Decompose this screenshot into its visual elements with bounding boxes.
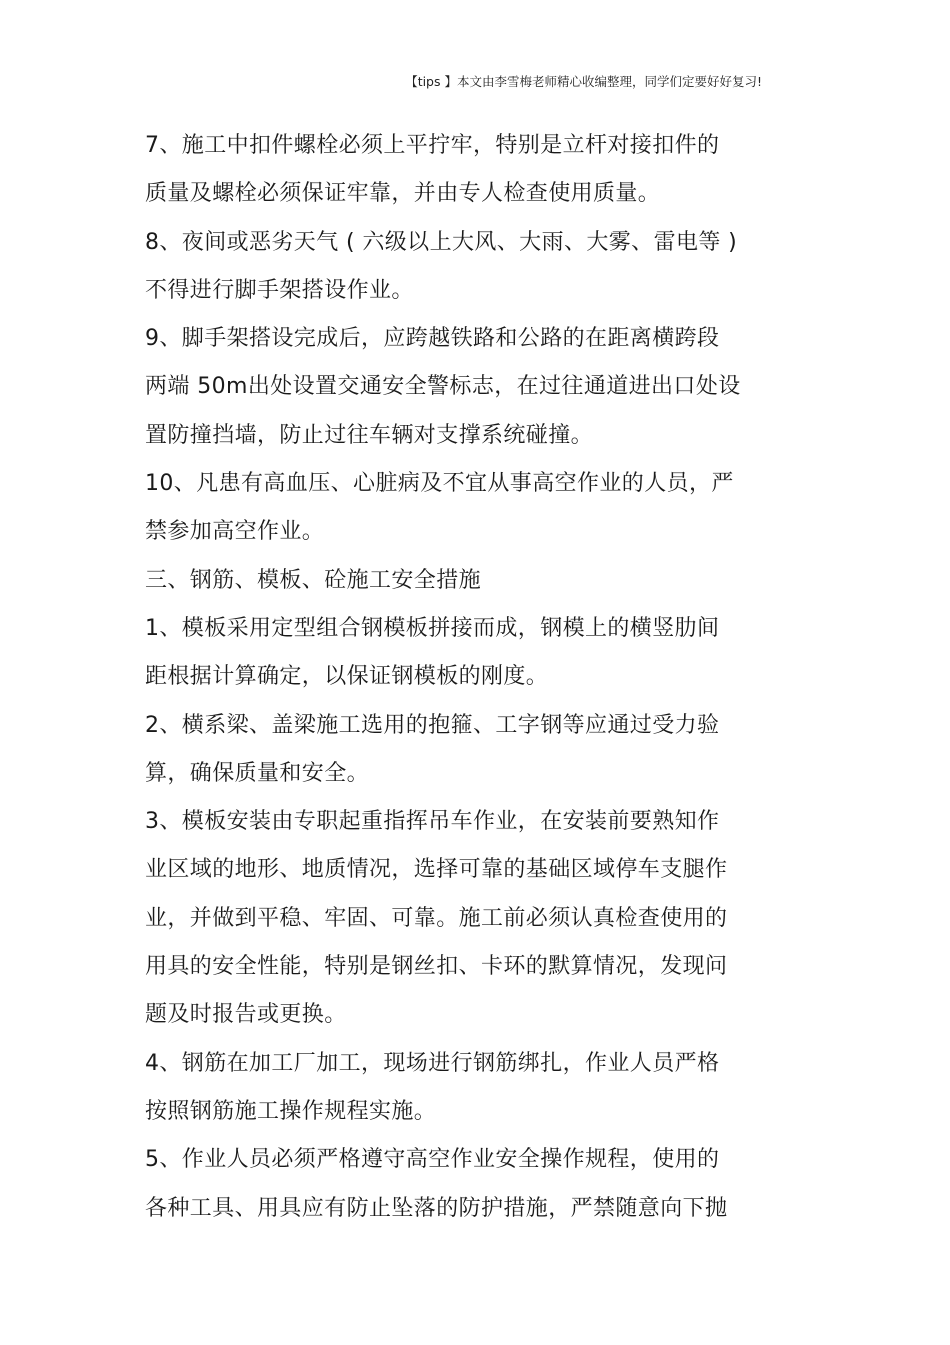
text-line: 算，确保质量和安全。 (145, 760, 370, 786)
text-line: 3、模板安装由专职起重指挥吊车作业，在安装前要熟知作 (145, 809, 720, 835)
text-line: 各种工具、用具应有防止坠落的防护措施，严禁随意向下抛 (145, 1195, 728, 1221)
text-line: 1、模板采用定型组合钢模板拼接而成，钢模上的横竖肋间 (145, 615, 720, 641)
text-line: 4、钢筋在加工厂加工，现场进行钢筋绑扎，作业人员严格 (145, 1050, 720, 1076)
text-line: 7、施工中扣件螺栓必须上平拧牢，特别是立杆对接扣件的 (145, 133, 720, 158)
text-line: 业，并做到平稳、牢固、可靠。施工前必须认真检查使用的 (145, 905, 728, 931)
text-line: 业区域的地形、地质情况，选择可靠的基础区域停车支腿作 (145, 857, 728, 883)
header-tip-note: 【tips 】本文由李雪梅老师精心收编整理，同学们定要好好复习! (405, 74, 762, 89)
text-line: 2、横系梁、盖梁施工选用的抱箍、工字钢等应通过受力验 (145, 712, 720, 738)
text-line: 两端 50m出处设置交通安全警标志，在过往通道进出口处设 (145, 374, 741, 400)
text-line: 距根据计算确定，以保证钢模板的刚度。 (145, 664, 549, 690)
text-line: 按照钢筋施工操作规程实施。 (145, 1098, 437, 1124)
text-line: 质量及螺栓必须保证牢靠，并由专人检查使用质量。 (145, 181, 661, 207)
section-heading: 三、钢筋、模板、砼施工安全措施 (145, 567, 482, 593)
text-line: 禁参加高空作业。 (145, 519, 325, 545)
text-line: 9、脚手架搭设完成后，应跨越铁路和公路的在距离横跨段 (145, 326, 720, 352)
text-line: 8、夜间或恶劣天气 ( 六级以上大风、大雨、大雾、雷电等 ) (145, 229, 738, 255)
text-line: 5、作业人员必须严格遵守高空作业安全操作规程，使用的 (145, 1147, 720, 1173)
text-line: 10、凡患有高血压、心脏病及不宜从事高空作业的人员，严 (145, 471, 734, 497)
text-line: 题及时报告或更换。 (145, 1002, 347, 1028)
text-line: 用具的安全性能，特别是钢丝扣、卡环的默算情况，发现问 (145, 954, 728, 980)
text-line: 不得进行脚手架搭设作业。 (145, 277, 414, 303)
document-body (145, 126, 805, 1237)
text-line: 置防撞挡墙，防止过往车辆对支撑系统碰撞。 (145, 422, 594, 448)
